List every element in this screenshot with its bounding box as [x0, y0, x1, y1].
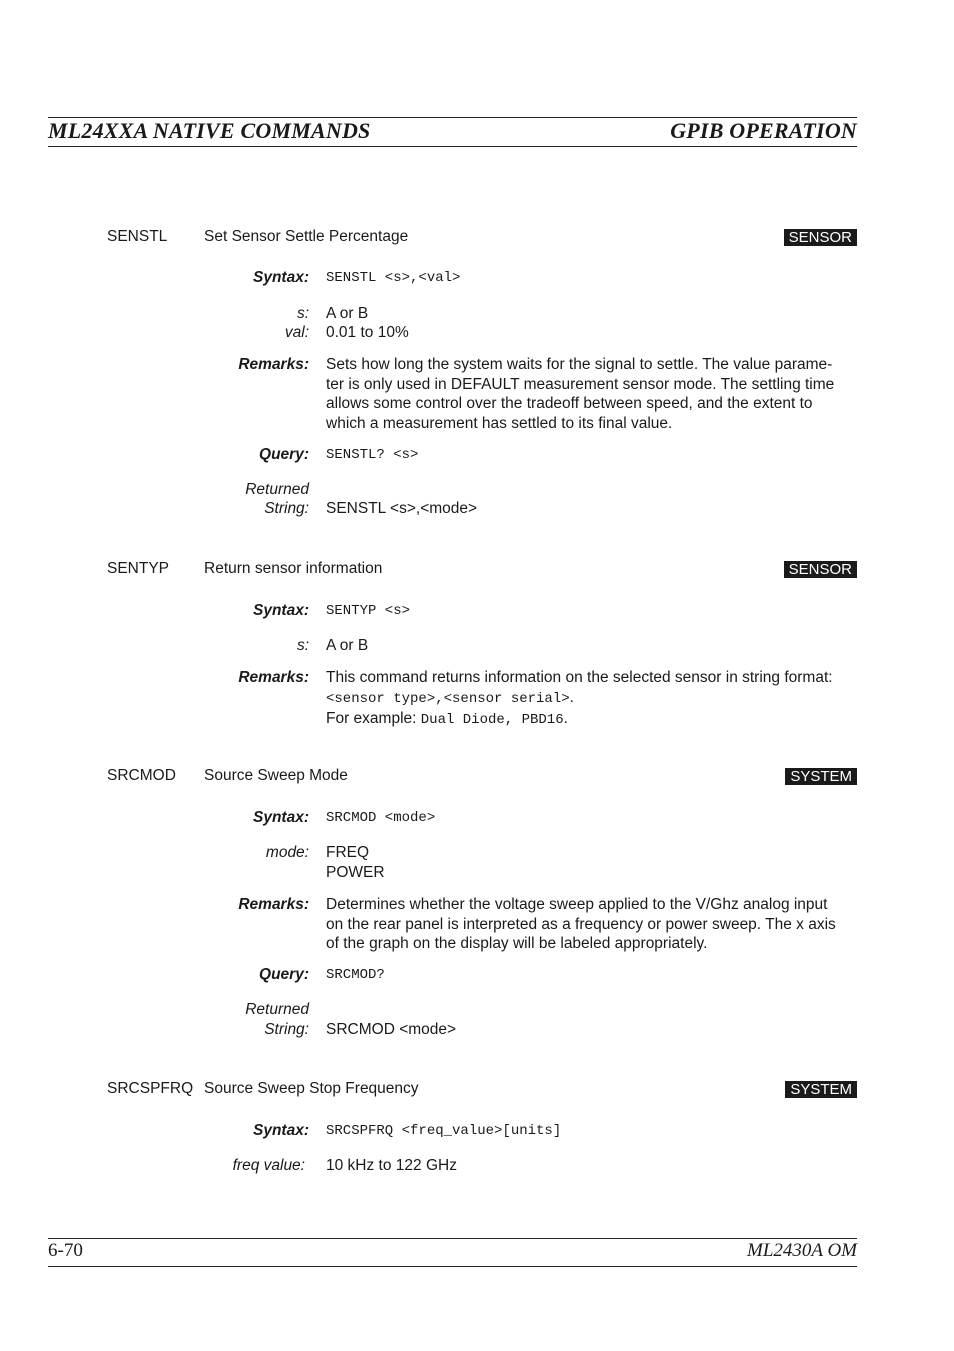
syntax-value: SRCSPFRQ <freq_value>[units]: [326, 1123, 562, 1139]
syntax-value: SENSTL <s>,<val>: [326, 270, 461, 286]
remarks-label: Remarks:: [238, 896, 309, 913]
example-prefix: For example:: [326, 710, 421, 727]
remarks-format-mono: <sensor type>,<sensor serial>: [326, 690, 570, 707]
param-values: [326, 843, 854, 882]
param-name: freq value:: [232, 1157, 305, 1174]
remarks-line: [326, 688, 854, 710]
remarks-punct: .: [569, 688, 574, 706]
header-right-title: GPIB OPERATION: [670, 118, 857, 143]
command-description: Return sensor information: [204, 560, 383, 577]
syntax-label: Syntax:: [253, 1122, 309, 1139]
param-name: s:: [296, 305, 309, 322]
param-name: s:: [296, 637, 309, 654]
returned-label: Returned: [245, 1001, 309, 1018]
command-description: Set Sensor Settle Percentage: [204, 228, 409, 245]
header-bottom-rule: [48, 146, 857, 147]
remarks-text: [326, 668, 854, 731]
footer-top-rule: [48, 1238, 857, 1239]
header-left-title: ML24XXA NATIVE COMMANDS: [48, 118, 371, 143]
remarks-label: Remarks:: [238, 669, 309, 686]
param-name: mode:: [265, 844, 309, 861]
syntax-label: Syntax:: [253, 602, 309, 619]
command-description: Source Sweep Stop Frequency: [204, 1080, 419, 1097]
remarks-punct: .: [563, 710, 568, 727]
manual-name: ML2430A OM: [747, 1240, 857, 1261]
query-value: SRCMOD?: [326, 967, 385, 983]
param-name: val:: [284, 324, 309, 341]
example-mono: Dual Diode, PBD16: [420, 712, 564, 728]
param-value: A or B: [326, 637, 369, 654]
query-value: SENSTL? <s>: [326, 447, 419, 463]
remarks-line: Sets how long the system waits for the signal to settle. The value parame-: [326, 356, 833, 373]
command-name: SRCMOD: [107, 767, 176, 784]
param-value: A or B: [326, 305, 369, 322]
remarks-line: This command returns information on the selected sensor in string format:: [326, 669, 833, 686]
remarks-line: which a measurement has settled to its final value.: [326, 414, 673, 432]
syntax-label: Syntax:: [253, 809, 309, 826]
category-badge: SENSOR: [784, 561, 857, 578]
returned-value: SENSTL <s>,<mode>: [326, 500, 478, 517]
command-name: SENSTL: [107, 228, 168, 245]
category-badge: SYSTEM: [785, 768, 857, 785]
page-number: 6-70: [48, 1240, 83, 1261]
remarks-label: Remarks:: [238, 356, 309, 373]
category-badge: SYSTEM: [785, 1081, 857, 1098]
remarks-line: Determines whether the voltage sweep applied to the V/Ghz analog input: [326, 896, 828, 913]
category-badge: SENSOR: [784, 229, 857, 246]
param-value: 0.01 to 10%: [326, 324, 409, 341]
syntax-label: Syntax:: [253, 269, 309, 286]
remarks-line: ter is only used in DEFAULT measurement sensor mode. The settling time: [326, 375, 835, 393]
command-name: SRCSPFRQ: [107, 1080, 194, 1097]
param-value: FREQ: [326, 844, 370, 861]
remarks-line: of the graph on the display will be labeled appropriately.: [326, 935, 708, 952]
command-name: SENTYP: [107, 560, 170, 577]
remarks-text: [326, 895, 854, 954]
param-value: POWER: [326, 863, 385, 881]
string-label: String:: [264, 1021, 309, 1038]
syntax-value: SENTYP <s>: [326, 603, 411, 619]
remarks-text: [326, 355, 854, 433]
param-value: 10 kHz to 122 GHz: [326, 1157, 457, 1174]
syntax-value: SRCMOD <mode>: [326, 810, 436, 826]
remarks-line: allows some control over the tradeoff between speed, and the extent to: [326, 395, 813, 412]
query-label: Query:: [259, 966, 309, 983]
remarks-line: on the rear panel is interpreted as a frequency or power sweep. The x axis: [326, 915, 836, 933]
string-label: String:: [264, 500, 309, 517]
returned-label: Returned: [245, 481, 309, 498]
query-label: Query:: [259, 446, 309, 463]
command-description: Source Sweep Mode: [204, 767, 348, 784]
footer-bottom-rule: [48, 1266, 857, 1267]
remarks-line: [326, 709, 854, 731]
returned-value: SRCMOD <mode>: [326, 1021, 457, 1038]
